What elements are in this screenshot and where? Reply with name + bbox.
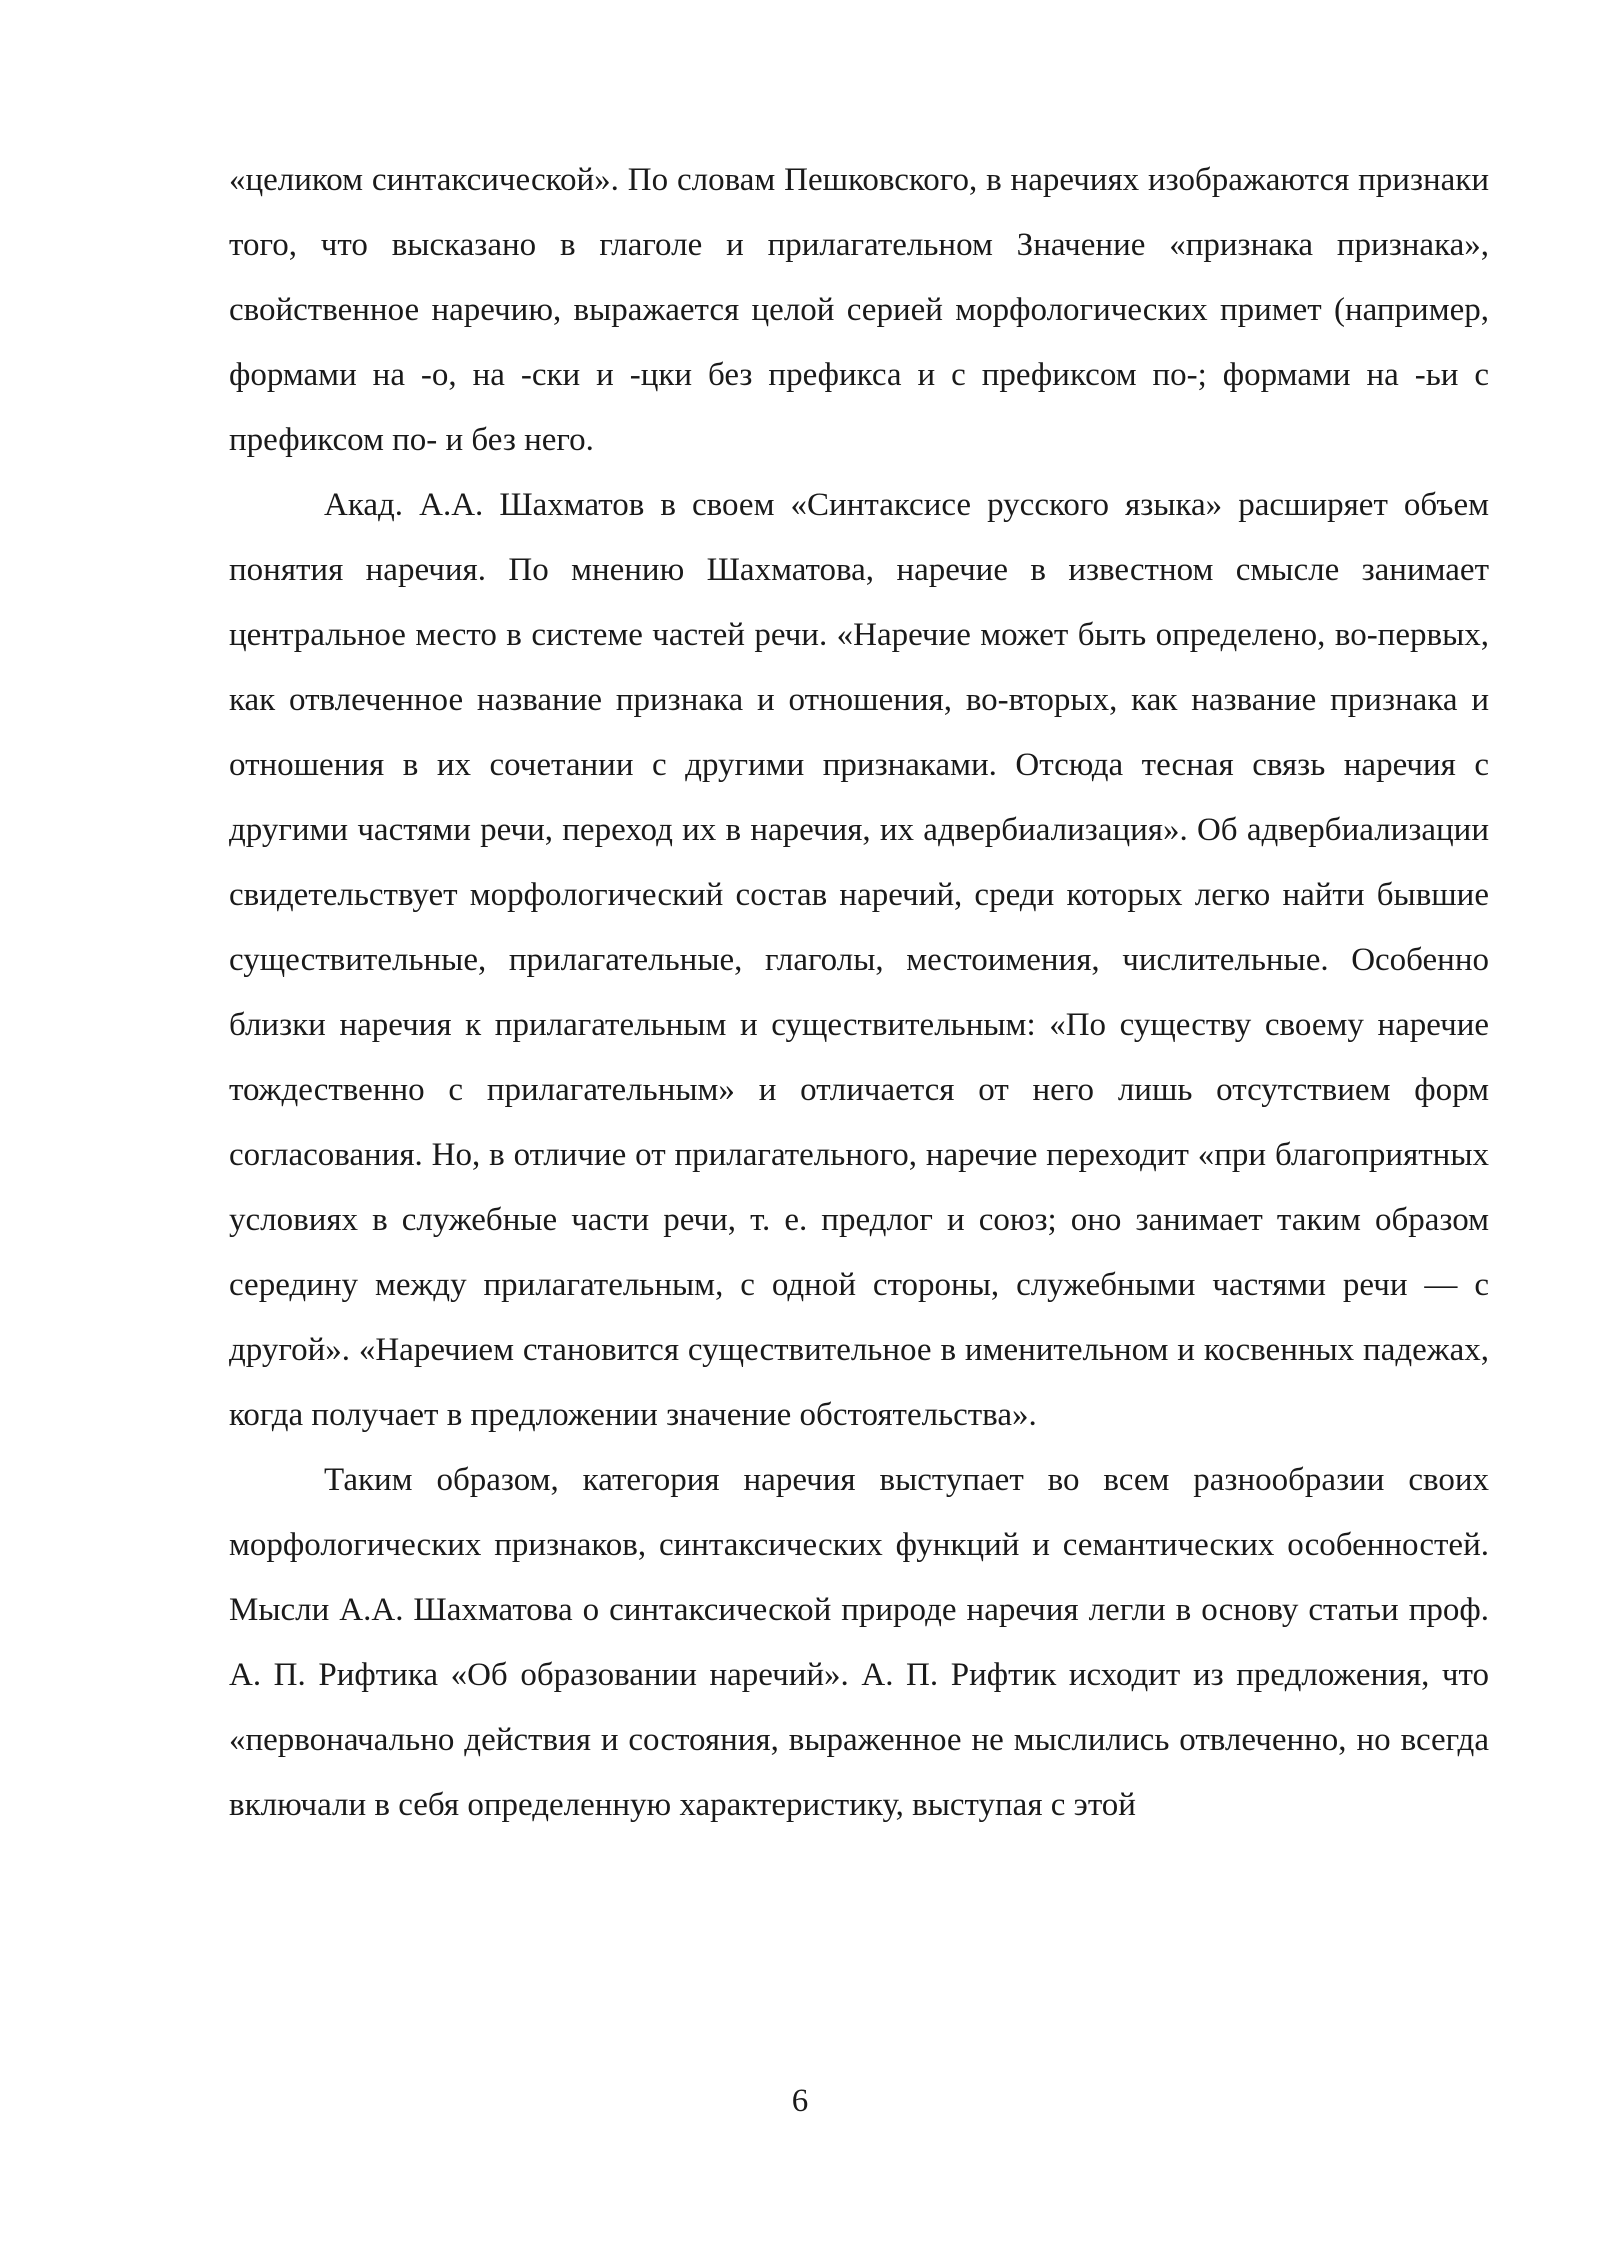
paragraph-2: Акад. А.А. Шахматов в своем «Синтаксисе русского языка» расширяет объем понятия наречия. По мнению Шахматова, наречие в известном смысле занимает центральное место в системе частей речи. «Наречие может быть определено, во-первых, как отвлеченное название признака и отношения, во-вторых, как название признака и отношения в их сочетании с другими признаками. Отсюда тесная связь наречия с другими частями речи, переход их в наречия, их адвербиализация». Об адвербиализации свидетельствует морфологический состав наречий, среди которых легко найти бывшие существительные, прилагательные, глаголы, местоимения, числительные. Особенно близки наречия к прилагательным и существительным: «По существу своему наречие тождественно с прилагательным» и отличается от него лишь отсутствием форм согласования. Но, в отличие от прилагательного, наречие переходит «при благоприятных условиях в служебные части речи, т. е. предлог и союз; оно занимает таким образом середину между прилагательным, с одной стороны, служебными частями речи — с другой». «Наречием становится существительное в именительном и косвенных падежах, когда получает в предложении значение обстоятельства». (229, 487, 1489, 1433)
paragraph-1: «целиком синтаксической». По словам Пешковского, в наречиях изображаются признаки того, что высказано в глаголе и прилагательном Значение «признака признака», свойственное наречию, выражается целой серией морфологических примет (например, формами на -о, на -ски и -цки без префикса и с префиксом по-; формами на -ьи с префиксом по- и без него. (229, 162, 1489, 458)
paragraph-3: Таким образом, категория наречия выступает во всем разнообразии своих морфологических признаков, синтаксических функций и семантических особенностей. Мысли А.А. Шахматова о синтаксической природе наречия легли в основу статьи проф. А. П. Рифтика «Об образовании наречий». А. П. Рифтик исходит из предложения, что «первоначально действия и состояния, выраженное не мыслились отвлеченно, но всегда включали в себя определенную характеристику, выступая с этой (229, 1462, 1489, 1823)
body-text (229, 148, 1489, 1838)
page-number: 6 (791, 2083, 809, 2119)
